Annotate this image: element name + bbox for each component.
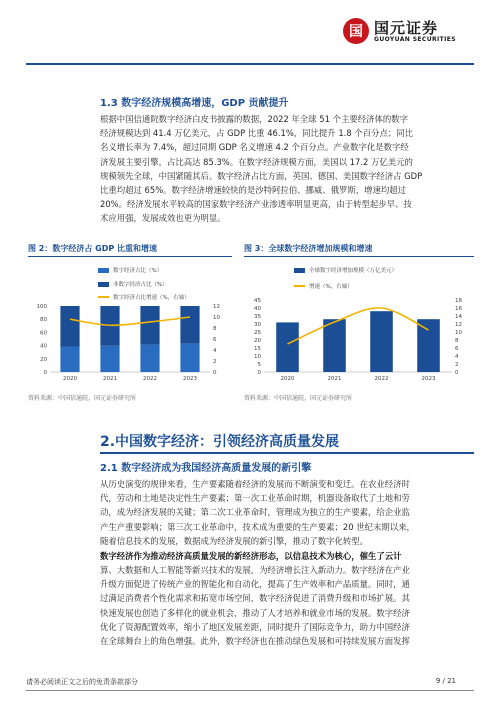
logo-text-en: GUOYUAN SECURITIES	[374, 35, 456, 43]
header-rule	[26, 63, 474, 65]
bar	[140, 306, 159, 345]
y-tick-label-left: 0	[257, 370, 261, 376]
text-line: 规模领先全球，中国紧随其后。数字经济占比方面，英国、德国、美国数字经济占 GDP	[100, 170, 423, 181]
section-2-paragraph-2-bold	[100, 549, 458, 563]
y-tick-label-left: 30	[254, 322, 261, 328]
bar	[417, 319, 440, 372]
bar	[60, 306, 79, 347]
legend-label: 增速（%，右轴）	[309, 284, 353, 290]
text-line: 随着信息技术的发展，数据成为经济发展的新引擎，推动了数字化转型。	[100, 535, 368, 546]
text-line: 产生产重要影响；第三次工业革命中，技术成为重要的生产要素；20 世纪末期以来，	[100, 521, 415, 532]
series-line	[70, 317, 190, 325]
y-tick-label-left: 40	[40, 343, 47, 350]
fig3-legend-item	[294, 266, 397, 274]
y-tick-label-right: 16	[455, 306, 462, 312]
y-tick-label-right: 0	[213, 370, 217, 376]
text-line: 济发展主要引擎，占比高达 85.3%。在数字经济规模方面，美国以 17.2 万亿美元的	[100, 156, 413, 167]
bar	[323, 319, 346, 372]
bar	[60, 347, 79, 372]
page-number: 9 / 21	[435, 677, 456, 685]
y-tick-label-right: 8	[455, 338, 459, 344]
y-tick-label-right: 10	[455, 330, 462, 336]
fig3-legend-item	[294, 282, 353, 290]
footer-disclaimer: 请务必阅读正文之后的免责条款部分	[26, 678, 138, 686]
x-tick-label: 2021	[327, 376, 342, 382]
series-line	[288, 308, 429, 344]
text-line: 20%。经济发展水平较高的国家数字经济产业渗透率明显更高，由于转型起步早、技	[100, 199, 412, 210]
figure-3-rule	[244, 256, 474, 257]
figure-3-title: 图 3：全球数字经济增加规模和增速	[244, 244, 373, 253]
y-tick-label-right: 18	[455, 298, 462, 304]
y-tick-label-right: 10	[213, 315, 220, 321]
y-tick-label-left: 10	[254, 354, 261, 360]
figure-2-chart	[28, 300, 232, 386]
fig2-legend-item	[98, 266, 162, 274]
y-tick-label-left: 20	[254, 338, 261, 344]
bar	[276, 322, 299, 372]
y-tick-label-right: 12	[213, 304, 220, 310]
y-tick-label-right: 6	[455, 346, 459, 352]
x-tick-label: 2021	[103, 376, 117, 382]
text-line: 比重均超过 65%。数字经济增速较快的是沙特阿拉伯、挪威、俄罗斯，增速均超过	[100, 185, 407, 196]
y-tick-label-left: 0	[43, 370, 47, 376]
x-tick-label: 2020	[63, 376, 77, 382]
y-tick-label-right: 4	[213, 348, 217, 354]
section-2-paragraph-1	[100, 477, 458, 548]
text-line: 经济规模达到 41.4 万亿美元，占 GDP 比重 46.1%，同比提升 1.8 个百分点；同比	[100, 128, 413, 139]
text-line: 快速发展也创造了多样化的就业机会，推动了人才培养和就业市场的发展。数字经济	[100, 607, 410, 618]
legend-label: 数字经济占比增速（%，右轴）	[113, 295, 190, 301]
text-line: 代，劳动和土地是决定性生产要素；第一次工业革命时期，机器设备取代了土地和劳	[100, 493, 410, 504]
legend-swatch	[294, 268, 305, 273]
y-tick-label-left: 100	[36, 304, 47, 310]
figure-3-source: 资料来源：中国信通院，国元证券研究所	[244, 395, 353, 402]
figure-2-source: 资料来源：中国信通院，国元证券研究所	[28, 395, 137, 402]
section-2-1-title: 2.1 数字经济成为我国经济高质量发展的新引擎	[100, 463, 312, 474]
bar	[180, 344, 199, 372]
x-tick-label: 2022	[143, 376, 157, 382]
x-tick-label: 2020	[280, 376, 295, 382]
legend-label: 非数字经济占比（%）	[113, 282, 168, 288]
logo	[343, 18, 456, 44]
y-tick-label-right: 2	[213, 359, 217, 365]
text-line: 术应用强，发展成效也更为明显。	[100, 213, 226, 224]
y-tick-label-left: 60	[40, 330, 47, 337]
logo-icon: 国	[343, 18, 369, 44]
y-tick-label-right: 0	[455, 370, 459, 376]
footer-rule	[26, 690, 474, 691]
legend-label: 数字经济占比（%）	[113, 268, 163, 274]
logo-text-cn: 国元证券	[374, 18, 439, 37]
text-line: 从历史演变的规律来看，生产要素随着经济的发展而不断演变和变迁。在农业经济时	[100, 479, 410, 489]
y-tick-label-right: 12	[455, 322, 462, 328]
section-2-paragraph-2	[100, 563, 458, 648]
text-line: 根据中国信通院数字经济白皮书披露的数据，2022 年全球 51 个主要经济体的数字	[100, 114, 408, 124]
legend-swatch	[294, 285, 305, 287]
y-tick-label-right: 2	[455, 362, 459, 368]
x-tick-label: 2022	[374, 376, 389, 382]
bar	[370, 311, 393, 372]
text-line: 优化了资源配置效率，缩小了地区发展差距，同时提升了国际竞争力，助力中国经济	[100, 621, 410, 632]
figure-2-rule	[28, 256, 232, 257]
legend-swatch	[98, 282, 109, 287]
y-tick-label-right: 8	[213, 326, 217, 332]
y-tick-label-left: 80	[40, 317, 47, 324]
y-tick-label-right: 4	[455, 354, 459, 360]
y-tick-label-left: 15	[254, 346, 261, 352]
y-tick-label-left: 40	[254, 306, 261, 312]
section-1-3-paragraph	[100, 112, 458, 226]
text-line: 算、大数据和人工智能等新兴技术的发展，为经济增长注入新动力。数字经济在产业	[100, 565, 410, 575]
x-tick-label: 2023	[421, 376, 436, 382]
bar	[180, 306, 199, 344]
legend-label: 全球数字经济增加规模（万亿美元）	[309, 268, 398, 274]
fig2-legend-item	[98, 280, 168, 288]
text-line: 数字经济作为推动经济高质量发展的新经济形态，以信息技术为核心，催生了云计	[100, 551, 402, 561]
figure-2-title: 图 2：数字经济占 GDP 比重和增速	[28, 244, 157, 253]
legend-swatch	[98, 268, 109, 273]
bar	[100, 346, 119, 372]
y-tick-label-left: 35	[254, 314, 261, 320]
y-tick-label-left: 45	[254, 298, 261, 304]
text-line: 动，成为经济发展的关键；第二次工业革命时，管理成为独立的生产要素，给企业监	[100, 507, 410, 518]
y-tick-label-right: 14	[455, 314, 462, 320]
text-line: 过满足消费者个性化需求和拓宽市场空间，数字经济促进了消费升级和市场扩展。其	[100, 593, 410, 604]
text-line: 名义增长率为 7.4%，超过同期 GDP 名义增速 4.2 个百分点。产业数字化是数字经	[100, 142, 409, 153]
y-tick-label-left: 20	[40, 356, 47, 363]
section-2-title: 2.中国数字经济：引领经济高质量发展	[100, 434, 340, 450]
bar	[140, 345, 159, 372]
y-tick-label-left: 5	[257, 362, 261, 368]
text-line: 在全球舞台上的角色增强。此外，数字经济也在推动绿色发展和可持续发展方面发挥	[100, 636, 410, 647]
legend-swatch	[98, 296, 109, 298]
x-tick-label: 2023	[183, 376, 197, 382]
y-tick-label-left: 25	[254, 330, 261, 336]
section-2-rule	[100, 452, 474, 454]
figure-3-chart	[244, 294, 474, 386]
section-1-3-title: 1.3 数字经济规模高增速，GDP 贡献提升	[100, 98, 289, 109]
y-tick-label-right: 6	[213, 337, 217, 343]
text-line: 升级方面促进了传统产业的智能化和自动化，提高了生产效率和产品质量。同时，通	[100, 579, 410, 590]
